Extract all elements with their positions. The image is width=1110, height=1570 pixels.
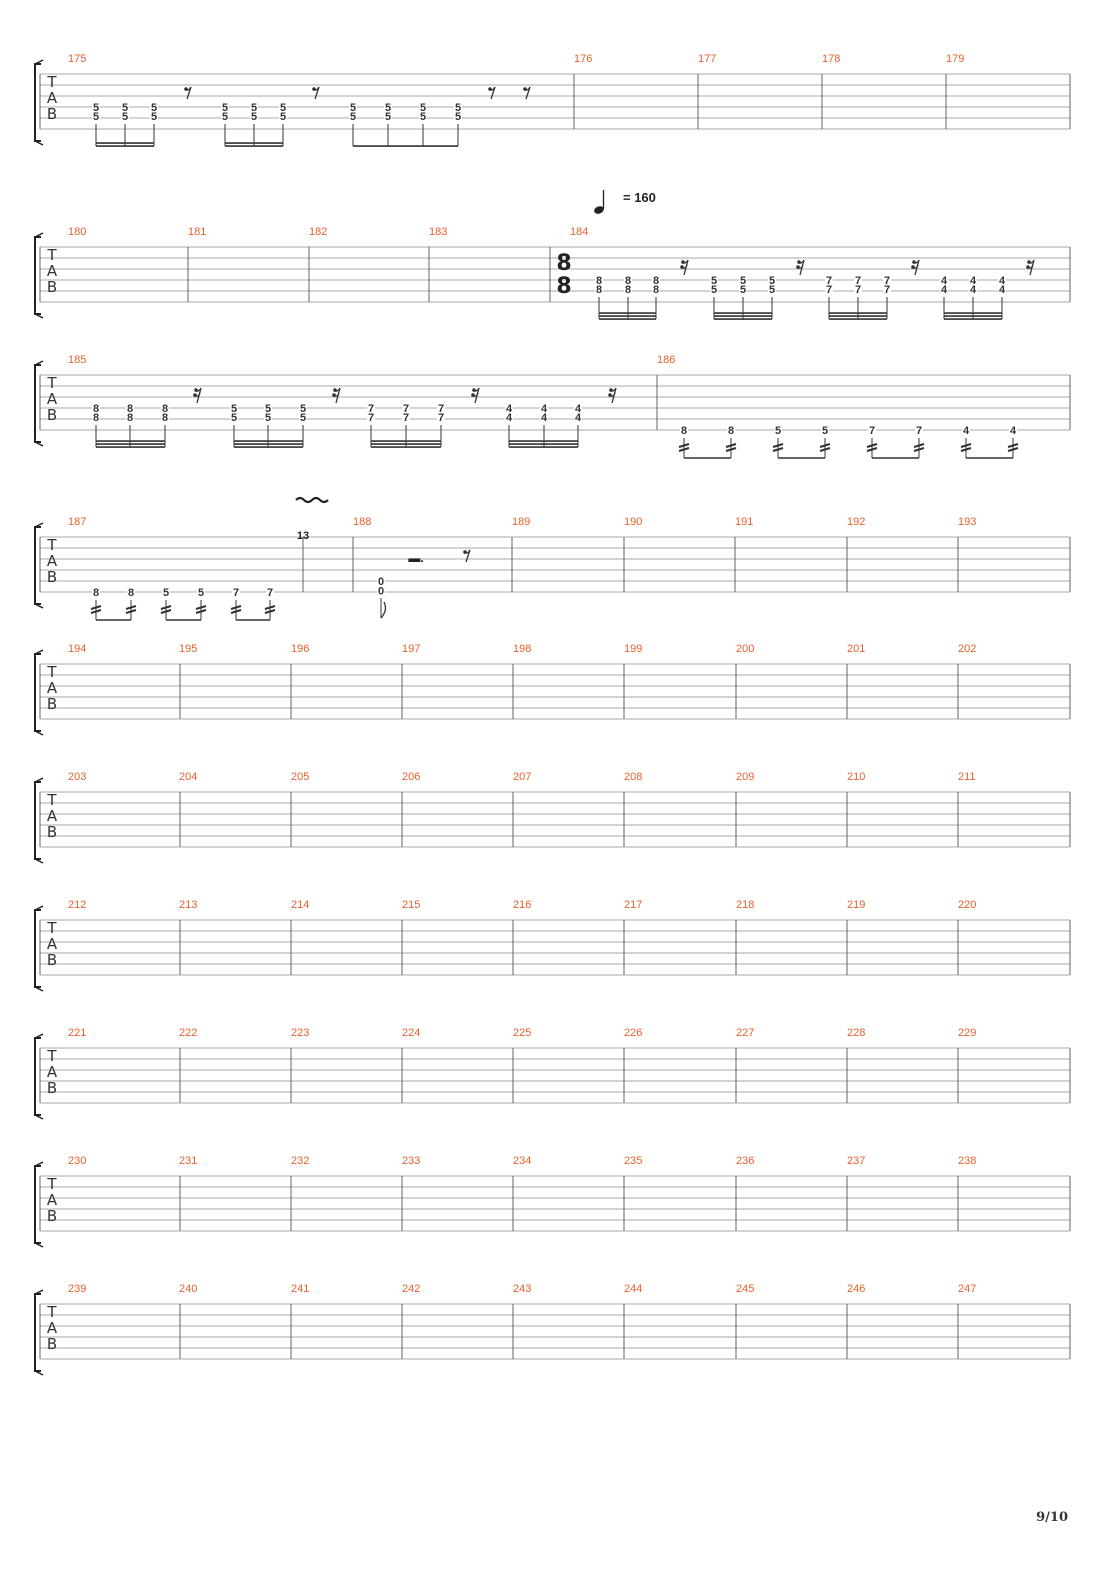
fret-number: 4: [940, 275, 948, 287]
tab-system: [35, 650, 1070, 735]
measure-number: 208: [624, 771, 643, 783]
fret-number: 7: [868, 425, 876, 437]
fret-number: 5: [774, 425, 782, 437]
measure-number: 210: [847, 771, 866, 783]
fret-number: 7: [825, 284, 833, 297]
measure-number: 213: [179, 899, 198, 911]
fret-number: 5: [419, 111, 427, 124]
fret-number: 5: [299, 412, 307, 425]
tab-clef-letter: T: [47, 536, 57, 554]
measure-number: 227: [736, 1027, 755, 1039]
fret-number: 8: [727, 425, 735, 437]
measure-number: 190: [624, 516, 643, 528]
fret-number: 5: [710, 275, 718, 287]
fret-number: 4: [540, 412, 548, 425]
tab-clef-letter: B: [46, 695, 58, 713]
tab-clef-letter: A: [46, 1319, 58, 1337]
fret-number: 5: [821, 425, 829, 437]
fret-number: 5: [279, 111, 287, 124]
fret-number: 5: [230, 403, 238, 415]
fret-number: 5: [250, 102, 258, 114]
fret-number: 4: [998, 275, 1006, 287]
rest: [608, 388, 616, 403]
fret-number: 8: [595, 284, 603, 297]
measure-number: 238: [958, 1155, 977, 1167]
tab-clef-letter: A: [46, 679, 58, 697]
measure-number: 206: [402, 771, 421, 783]
tab-clef-letter: T: [47, 246, 57, 264]
measure-number: 203: [68, 771, 87, 783]
fret-number: 7: [854, 284, 862, 297]
fret-number: 5: [197, 587, 205, 599]
fret-number: 4: [998, 284, 1006, 297]
tab-clef-letter: B: [46, 278, 58, 296]
rest: [184, 87, 191, 99]
fret-number: 4: [505, 403, 513, 415]
measure-number: 220: [958, 899, 977, 911]
measure-number: 207: [513, 771, 532, 783]
measure-number: 204: [179, 771, 198, 783]
fret-number: 5: [92, 111, 100, 124]
measure-number: 242: [402, 1283, 421, 1295]
fret-number: 5: [230, 412, 238, 425]
fret-number: 4: [505, 412, 513, 425]
tab-system: [35, 361, 1070, 458]
rest: [463, 550, 470, 562]
measure-number: 194: [68, 643, 87, 655]
fret-number: 4: [574, 403, 582, 415]
tab-system: [35, 1034, 1070, 1119]
measure-number: 233: [402, 1155, 421, 1167]
fret-number: 8: [652, 284, 660, 297]
measure-number: 182: [309, 226, 328, 238]
fret-number: 8: [680, 425, 688, 437]
measure-number: 198: [513, 643, 532, 655]
measure-number: 211: [958, 771, 976, 783]
tab-clef-letter: A: [46, 1191, 58, 1209]
measure-number: 197: [402, 643, 421, 655]
tab-clef-letter: T: [47, 374, 57, 392]
fret-number: 7: [825, 275, 833, 287]
measure-number: 221: [68, 1027, 87, 1039]
tab-clef-letter: A: [46, 807, 58, 825]
tab-clef-letter: T: [47, 919, 57, 937]
fret-number: 7: [402, 412, 410, 425]
tab-system: [35, 1162, 1070, 1247]
tab-clef-letter: B: [46, 1079, 58, 1097]
fret-number: 5: [768, 284, 776, 297]
fret-number: 5: [264, 403, 272, 415]
measure-number: 184: [570, 226, 589, 238]
fret-number: 4: [940, 284, 948, 297]
rest: [193, 388, 201, 403]
tab-system: [35, 906, 1070, 991]
fret-number: 8: [127, 587, 135, 599]
fret-number: 4: [969, 284, 977, 297]
fret-number: 5: [739, 284, 747, 297]
measure-number: 245: [736, 1283, 755, 1295]
fret-number: 5: [739, 275, 747, 287]
measure-number: 199: [624, 643, 643, 655]
fret-number: 4: [540, 403, 548, 415]
measure-number: 201: [847, 643, 866, 655]
fret-number: 5: [150, 111, 158, 124]
measure-number: 236: [736, 1155, 755, 1167]
rest: [312, 87, 319, 99]
measure-number: 193: [958, 516, 977, 528]
fret-number: 7: [266, 587, 274, 599]
tab-system: [35, 233, 1070, 319]
page-number: 9/10: [1036, 1510, 1068, 1525]
fret-number: 7: [367, 412, 375, 425]
fret-number: 8: [126, 412, 134, 425]
fret-number: 5: [121, 111, 129, 124]
tab-clef-letter: A: [46, 552, 58, 570]
fret-number: 5: [221, 111, 229, 124]
fret-number: 5: [92, 102, 100, 114]
fret-number: 8: [161, 403, 169, 415]
fret-number: 5: [384, 111, 392, 124]
measure-number: 176: [574, 53, 593, 65]
rest: [1026, 260, 1034, 275]
measure-number: 241: [291, 1283, 310, 1295]
measure-number: 244: [624, 1283, 643, 1295]
vibrato-icon: [296, 498, 328, 502]
measure-number: 180: [68, 226, 87, 238]
fret-number: 8: [126, 403, 134, 415]
measure-number: 196: [291, 643, 310, 655]
fret-number: 5: [299, 403, 307, 415]
measure-number: 183: [429, 226, 448, 238]
measure-number: 175: [68, 53, 87, 65]
fret-number: 8: [595, 275, 603, 287]
fret-number: 5: [349, 102, 357, 114]
measure-number: 226: [624, 1027, 643, 1039]
tab-clef-letter: A: [46, 390, 58, 408]
rest: [523, 87, 530, 99]
tab-clef-letter: B: [46, 568, 58, 586]
tab-clef-letter: T: [47, 663, 57, 681]
tab-clef-letter: B: [46, 823, 58, 841]
tempo-bpm: = 160: [623, 190, 656, 205]
measure-number: 205: [291, 771, 310, 783]
fret-number: 5: [768, 275, 776, 287]
measure-number: 178: [822, 53, 841, 65]
rest: [471, 388, 479, 403]
fret-number: 7: [402, 403, 410, 415]
fret-number: 7: [883, 284, 891, 297]
fret-number: 7: [915, 425, 923, 437]
measure-number: 212: [68, 899, 87, 911]
measure-number: 209: [736, 771, 755, 783]
measure-number: 214: [291, 899, 310, 911]
measure-number: 186: [657, 354, 676, 366]
tab-clef-letter: T: [47, 791, 57, 809]
fret-number: 8: [92, 403, 100, 415]
fret-number: 5: [384, 102, 392, 114]
tab-system: [35, 60, 1070, 146]
tab-system: [35, 523, 1070, 620]
fret-number: 7: [367, 403, 375, 415]
measure-number: 217: [624, 899, 643, 911]
fret-number: 7: [437, 403, 445, 415]
tab-clef-letter: T: [47, 1175, 57, 1193]
measure-number: 192: [847, 516, 866, 528]
measure-number: 243: [513, 1283, 532, 1295]
time-signature-top: 8: [556, 251, 572, 276]
fret-number: 0: [377, 576, 385, 588]
tab-clef-letter: T: [47, 1047, 57, 1065]
tab-clef-letter: A: [46, 262, 58, 280]
rest: [911, 260, 919, 275]
tab-clef-letter: A: [46, 1063, 58, 1081]
fret-number: 5: [349, 111, 357, 124]
fret-number: 5: [454, 111, 462, 124]
measure-number: 232: [291, 1155, 310, 1167]
measure-number: 235: [624, 1155, 643, 1167]
measure-number: 237: [847, 1155, 866, 1167]
tab-system: [35, 778, 1070, 863]
measure-number: 225: [513, 1027, 532, 1039]
measure-number: 191: [735, 516, 754, 528]
fret-number: 5: [279, 102, 287, 114]
fret-number: 8: [624, 275, 632, 287]
tempo-mark: [593, 190, 605, 215]
fret-number: 7: [437, 412, 445, 425]
half-rest: ▬.: [408, 551, 424, 565]
vibrato-fret: 13: [296, 530, 310, 542]
fret-number: 5: [264, 412, 272, 425]
measure-number: 222: [179, 1027, 198, 1039]
fret-number: 5: [454, 102, 462, 114]
note-flag: [381, 602, 385, 618]
measure-number: 181: [188, 226, 207, 238]
fret-number: 0: [377, 585, 385, 598]
fret-number: 5: [121, 102, 129, 114]
measure-number: 223: [291, 1027, 310, 1039]
tab-clef-letter: B: [46, 1207, 58, 1225]
measure-number: 240: [179, 1283, 198, 1295]
fret-number: 8: [92, 412, 100, 425]
tab-clef-letter: B: [46, 951, 58, 969]
fret-number: 8: [652, 275, 660, 287]
rest: [680, 260, 688, 275]
tab-clef-letter: B: [46, 1335, 58, 1353]
fret-number: 4: [962, 425, 970, 437]
rest: [488, 87, 495, 99]
measure-number: 195: [179, 643, 198, 655]
tab-clef-letter: T: [47, 1303, 57, 1321]
fret-number: 8: [624, 284, 632, 297]
rest: [332, 388, 340, 403]
fret-number: 5: [710, 284, 718, 297]
tab-clef-letter: T: [47, 73, 57, 91]
fret-number: 8: [161, 412, 169, 425]
measure-number: 218: [736, 899, 755, 911]
measure-number: 239: [68, 1283, 87, 1295]
measure-number: 189: [512, 516, 531, 528]
measure-number: 246: [847, 1283, 866, 1295]
fret-number: 4: [969, 275, 977, 287]
rest: [796, 260, 804, 275]
measure-number: 230: [68, 1155, 87, 1167]
measure-number: 188: [353, 516, 372, 528]
measure-number: 247: [958, 1283, 977, 1295]
fret-number: 4: [1009, 425, 1017, 437]
measure-number: 229: [958, 1027, 977, 1039]
tab-clef-letter: B: [46, 406, 58, 424]
measure-number: 216: [513, 899, 532, 911]
measure-number: 224: [402, 1027, 421, 1039]
fret-number: 7: [883, 275, 891, 287]
fret-number: 5: [221, 102, 229, 114]
measure-number: 177: [698, 53, 717, 65]
time-signature-bottom: 8: [556, 274, 572, 299]
tab-clef-letter: A: [46, 89, 58, 107]
fret-number: 4: [574, 412, 582, 425]
fret-number: 8: [92, 587, 100, 599]
fret-number: 7: [232, 587, 240, 599]
fret-number: 5: [250, 111, 258, 124]
tab-clef-letter: B: [46, 105, 58, 123]
measure-number: 215: [402, 899, 421, 911]
tab-system: [35, 1290, 1070, 1375]
measure-number: 185: [68, 354, 87, 366]
fret-number: 7: [854, 275, 862, 287]
measure-number: 179: [946, 53, 965, 65]
measure-number: 187: [68, 516, 87, 528]
measure-number: 202: [958, 643, 977, 655]
measure-number: 219: [847, 899, 866, 911]
measure-number: 200: [736, 643, 755, 655]
measure-number: 228: [847, 1027, 866, 1039]
measure-number: 234: [513, 1155, 532, 1167]
fret-number: 5: [150, 102, 158, 114]
measure-number: 231: [179, 1155, 198, 1167]
fret-number: 5: [419, 102, 427, 114]
fret-number: 5: [162, 587, 170, 599]
tab-clef-letter: A: [46, 935, 58, 953]
